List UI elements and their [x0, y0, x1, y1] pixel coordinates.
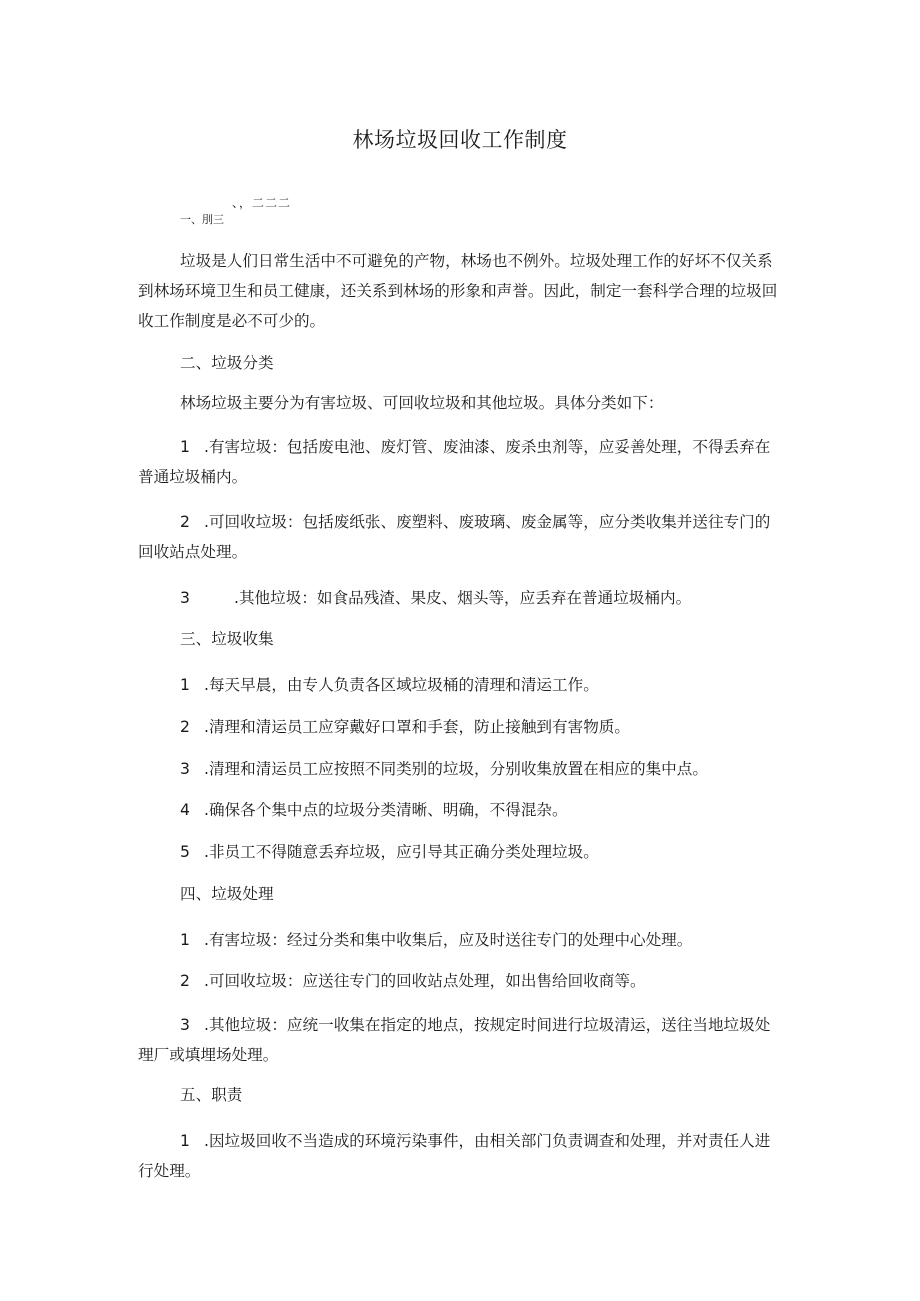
item-number: 1	[180, 1132, 190, 1150]
list-item	[138, 795, 784, 825]
list-item	[138, 925, 784, 955]
item-text: .其他垃圾：应统一收集在指定的地点，按规定时间进行垃圾清运，送往当地垃圾处理厂或填埋场处理。	[138, 1016, 771, 1064]
document-title: 林场垃圾回收工作制度	[352, 128, 568, 152]
section-2	[138, 348, 784, 378]
section-lead: 林场垃圾主要分为有害垃圾、可回收垃圾和其他垃圾。具体分类如下：	[180, 394, 664, 412]
item-number: 3	[180, 589, 190, 607]
item-number: 5	[180, 843, 190, 861]
item-text: .其他垃圾：如食品残渣、果皮、烟头等，应丢弃在普通垃圾桶内。	[234, 589, 692, 607]
list-item	[138, 1010, 784, 1070]
item-number: 3	[180, 760, 190, 778]
list-item	[138, 754, 784, 784]
item-number: 1	[180, 676, 190, 694]
item-number: 4	[180, 801, 190, 819]
item-text: .非员工不得随意丢弃垃圾，应引导其正确分类处理垃圾。	[204, 843, 599, 861]
section-5	[138, 1080, 784, 1110]
item-number: 1	[180, 438, 190, 456]
list-item	[138, 507, 784, 567]
item-text: .确保各个集中点的垃圾分类清晰、明确，不得混杂。	[204, 801, 568, 819]
section-3	[138, 624, 784, 654]
scan-artifact-text: 、，二二二	[232, 196, 292, 210]
intro-paragraph-block	[138, 246, 784, 336]
item-number: 2	[180, 718, 190, 736]
section-1-heading-garbled: 一、刖三	[180, 213, 224, 226]
list-item	[138, 712, 784, 742]
item-number: 3	[180, 1016, 190, 1034]
item-text: .可回收垃圾：包括废纸张、废塑料、废玻璃、废金属等，应分类收集并送往专门的回收站点处理。	[138, 513, 771, 561]
item-text: .因垃圾回收不当造成的环境污染事件，由相关部门负责调查和处理，并对责任人进行处理。	[138, 1132, 771, 1180]
item-number: 1	[180, 931, 190, 949]
section-heading: 五、职责	[180, 1086, 243, 1104]
section-2-lead-block	[138, 388, 784, 418]
section-heading: 二、垃圾分类	[180, 354, 274, 372]
item-text: .有害垃圾：经过分类和集中收集后，应及时送往专门的处理中心处理。	[204, 931, 693, 949]
item-text: .可回收垃圾：应送往专门的回收站点处理，如出售给回收商等。	[204, 972, 646, 990]
list-item	[138, 583, 784, 613]
item-number: 2	[180, 513, 190, 531]
section-heading: 三、垃圾收集	[180, 630, 274, 648]
list-item	[138, 966, 784, 996]
item-text: .清理和清运员工应穿戴好口罩和手套，防止接触到有害物质。	[204, 718, 630, 736]
item-text: .每天早晨，由专人负责各区域垃圾桶的清理和清运工作。	[204, 676, 599, 694]
item-text: .清理和清运员工应按照不同类别的垃圾，分别收集放置在相应的集中点。	[204, 760, 708, 778]
intro-paragraph: 垃圾是人们日常生活中不可避免的产物，林场也不例外。垃圾处理工作的好坏不仅关系到林场环境卫生和员工健康，还关系到林场的形象和声誉。因此，制定一套科学合理的垃圾回收工作制度是必不可少的。	[138, 252, 778, 330]
list-item	[138, 432, 784, 492]
list-item	[138, 837, 784, 867]
item-number: 2	[180, 972, 190, 990]
section-4	[138, 879, 784, 909]
list-item	[138, 1126, 784, 1186]
item-text: .有害垃圾：包括废电池、废灯管、废油漆、废杀虫剂等，应妥善处理，不得丢弃在普通垃圾桶内。	[138, 438, 771, 486]
section-heading: 四、垃圾处理	[180, 885, 274, 903]
list-item	[138, 670, 784, 700]
